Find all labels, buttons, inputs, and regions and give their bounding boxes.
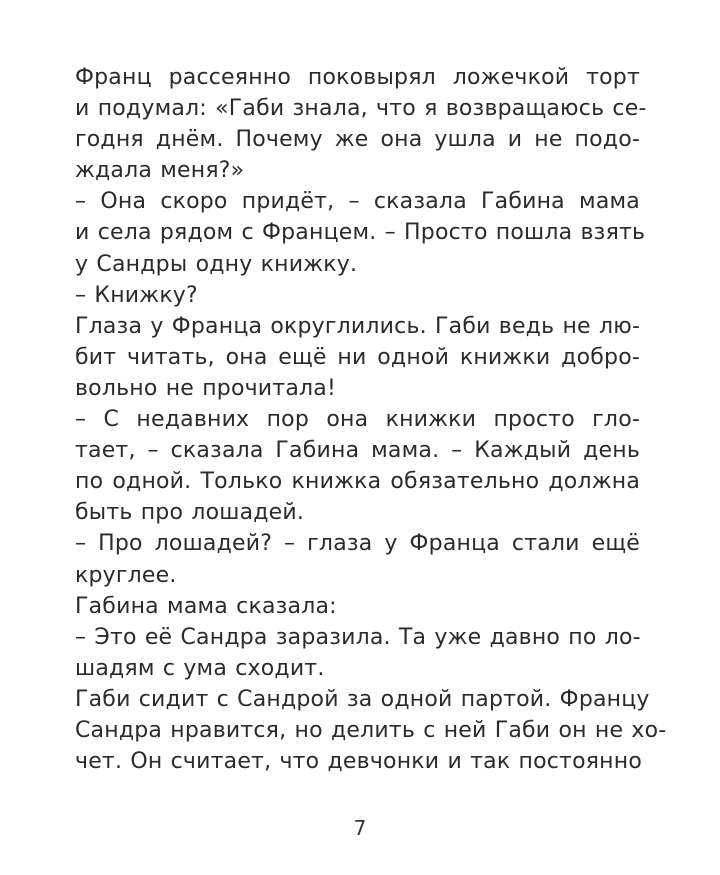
text-line: тает, – сказала Габина мама. – Каждый день bbox=[75, 438, 640, 464]
text-line: по одной. Только книжка обязательно должна bbox=[75, 469, 640, 495]
page-number: 7 bbox=[353, 816, 367, 840]
body-text bbox=[75, 62, 667, 777]
text-line: бит читать, она ещё ни одной книжки добро- bbox=[75, 344, 640, 370]
text-line: годня днём. Почему же она ушла и не подо- bbox=[75, 127, 640, 153]
text-line: – Книжку? bbox=[75, 282, 198, 308]
text-line: вольно не прочитала! bbox=[75, 375, 336, 401]
text-line: шадям с ума сходит. bbox=[75, 655, 325, 681]
text-line: и подумал: «Габи знала, что я возвращаюсь се- bbox=[75, 96, 647, 122]
text-line: Габи сидит с Сандрой за одной партой. Францу bbox=[75, 686, 650, 712]
text-line: чет. Он считает, что девчонки и так постоянно bbox=[75, 749, 642, 775]
text-line: и села рядом с Францем. – Просто пошла взять bbox=[75, 220, 646, 246]
text-line: ждала меня?» bbox=[75, 158, 245, 184]
text-line: – Это её Сандра заразила. Та уже давно по ло- bbox=[75, 624, 641, 650]
text-line: Сандра нравится, но делить с ней Габи он не хо- bbox=[75, 717, 667, 743]
text-line: Франц рассеянно поковырял ложечкой торт bbox=[75, 65, 640, 90]
text-line: круглее. bbox=[75, 562, 177, 588]
text-line: – Она скоро придёт, – сказала Габина мама bbox=[75, 189, 640, 215]
text-line: Габина мама сказала: bbox=[75, 593, 337, 619]
text-line: – С недавних пор она книжки просто гло- bbox=[75, 407, 640, 433]
text-line: – Про лошадей? – глаза у Франца стали ещё bbox=[75, 531, 640, 557]
text-line: Глаза у Франца округлились. Габи ведь не лю- bbox=[75, 313, 641, 339]
text-line: у Сандры одну книжку. bbox=[75, 251, 358, 277]
text-line: быть про лошадей. bbox=[75, 500, 305, 526]
